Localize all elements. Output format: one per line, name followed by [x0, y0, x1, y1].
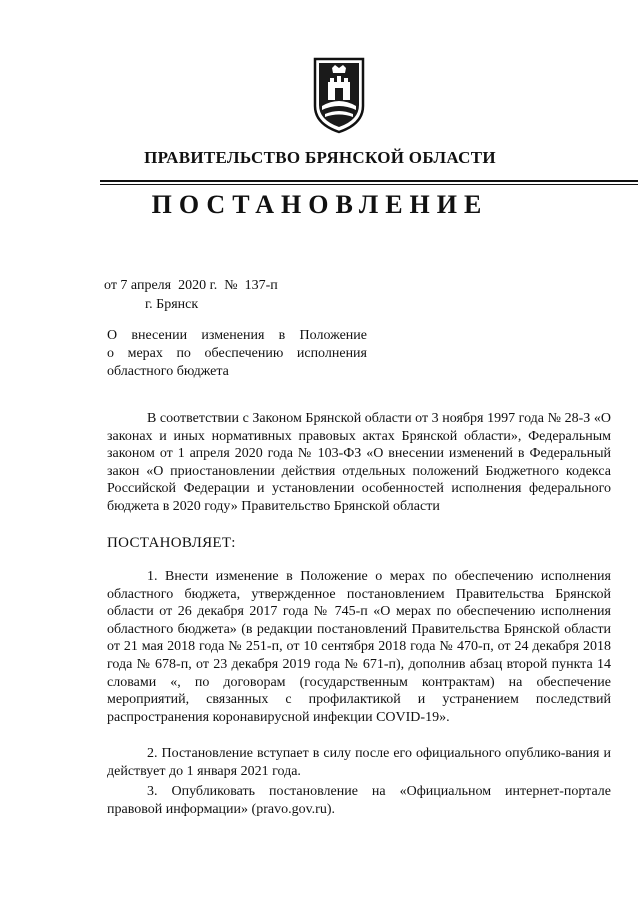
preamble-text: В соответствии с Законом Брянской области от 3 ноября 1997 года № 28-З «О законах и иных нормативных правовых актах Брянской области», Федеральным законом от 1 апреля 2020 года № 103-ФЗ «О внесении изменений в Федеральный закон «О приостановлении действия отдельных положений Бюджетного кодекса Российской Федерации и установлении особенностей исполнения федерального бюджета в 2020 году» Правительство Брянской области	[107, 411, 611, 514]
document-type-heading: ПОСТАНОВЛЕНИЕ	[151, 190, 489, 219]
subject-line: О внесении изменения в Положение	[107, 328, 367, 343]
preamble-paragraph	[107, 410, 611, 516]
document-subject	[107, 327, 367, 381]
item-3-paragraph	[107, 783, 611, 818]
header-divider-thin	[100, 184, 638, 185]
subject-line: областного бюджета	[107, 364, 229, 379]
subject-line: о мерах по обеспечению исполнения	[107, 346, 367, 361]
decree-word: ПОСТАНОВЛЯЕТ:	[107, 535, 236, 551]
document-city: г. Брянск	[145, 297, 199, 312]
coat-of-arms-emblem	[312, 56, 366, 134]
shield-icon	[312, 56, 366, 134]
item-2-paragraph	[107, 745, 611, 780]
header-divider-thick	[100, 180, 638, 182]
item-3-text: 3. Опубликовать постановление на «Официальном интернет-портале правовой информации» (pravo.gov.ru).	[107, 784, 611, 817]
document-date-number: от 7 апреля 2020 г. № 137-п	[104, 278, 278, 293]
item-1-text: 1. Внести изменение в Положение о мерах по обеспечению исполнения областного бюджета, утвержденное постановлением Правительства Брянской области от 26 декабря 2017 года № 745-п «О мерах по обеспечению исполнения областного бюджета» (в редакции постановлений Правительства Брянской области от 21 мая 2018 года № 251-п, от 10 сентября 2018 года № 470-п, от 24 декабря 2018 года № 678-п, от 23 декабря 2019 года № 671-п), дополнив абзац второй пункта 14 словами «, по договорам (государственным контрактам) на обеспечение мероприятий, связанных с профилактикой и устранением последствий распространения коронавирусной инфекции COVID-19».	[107, 569, 611, 725]
item-1-paragraph	[107, 568, 611, 726]
item-2-text: 2. Постановление вступает в силу после его официального опублико-вания и действует до 1 января 2021 года.	[107, 746, 611, 779]
organization-title: ПРАВИТЕЛЬСТВО БРЯНСКОЙ ОБЛАСТИ	[144, 148, 496, 167]
